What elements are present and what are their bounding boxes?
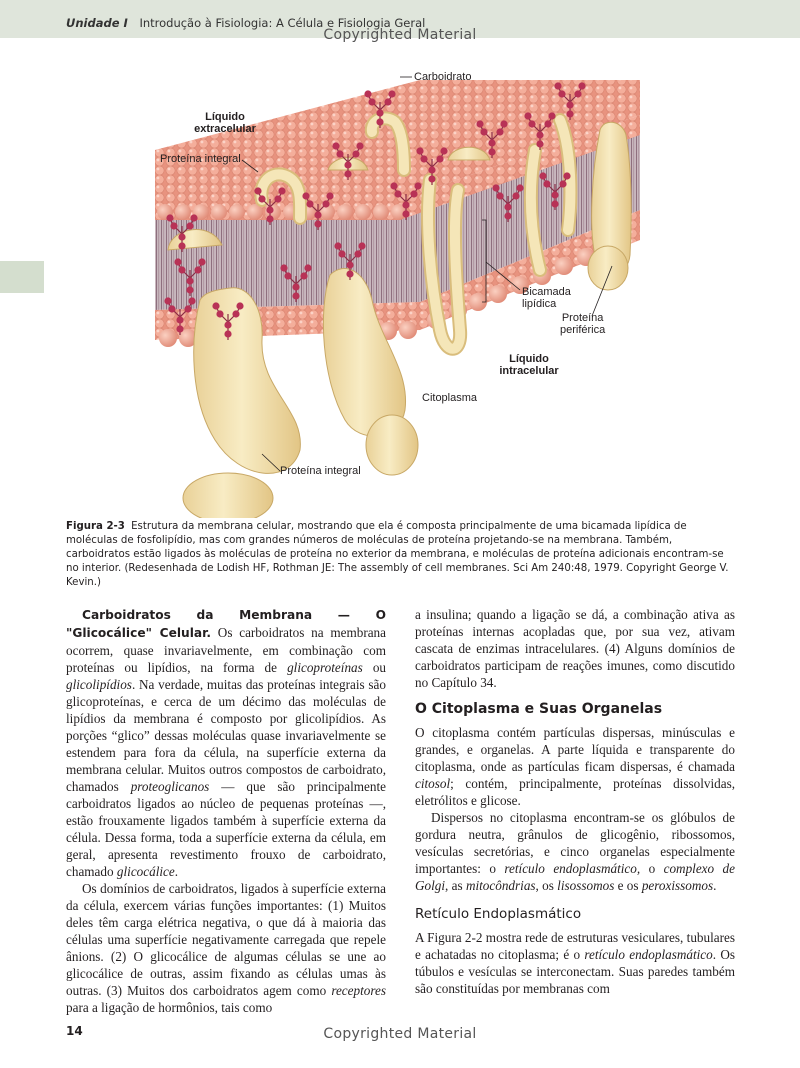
label-liquido-extracelular [190, 111, 260, 135]
label-proteina-periferica [560, 312, 605, 336]
text-run: , os [535, 878, 558, 893]
label-carboidrato: Carboidrato [414, 71, 472, 83]
watermark-top: Copyrighted Material [323, 27, 477, 43]
text-run: o [640, 861, 664, 876]
term-lisossomos: lisossomos [557, 878, 615, 893]
header-unit: Unidade I [66, 16, 128, 30]
label-proteina-periferica-line2: periférica [560, 324, 606, 336]
text-run: para a ligação de hormônios, tais como [66, 1000, 273, 1015]
term-reticulo-endoplasmatico: retículo endoplasmático, [504, 861, 641, 876]
left-column [66, 606, 386, 1016]
term-receptores: receptores [331, 983, 386, 998]
paragraph-continuation: a insulina; quando a ligação se dá, a combinação ativa as proteínas internas acopladas que, por sua vez, ativam cascata de enzimas intracelulares. (4) Alguns domínios de carboidratos participam de reações imunes, como discutido no Capítulo 34. [415, 607, 735, 690]
label-bicamada-lipidica [522, 286, 571, 310]
label-liquido-intracelular [494, 353, 564, 377]
membrane-illustration [0, 40, 800, 518]
term-peroxissomos: peroxissomos [641, 878, 714, 893]
term-citosol: citosol [415, 776, 451, 791]
text-run: — que são principalmente carboidratos ligados ao núcleo de pequenas proteínas —, estão frouxamente ligados também à superfície externa da célula. Dessa forma, toda a superfície externa da célula, em geral, apresenta revestimento frouxo de carboidrato, chamado [66, 779, 387, 879]
label-bicamada-line2: lipídica [522, 298, 557, 310]
text-run: A Figura 2-2 mostra rede de estruturas vesiculares, tubulares e achatadas no citoplasma; é o [415, 930, 735, 962]
term-glicoproteinas: glicoproteínas [287, 660, 363, 675]
term-glicolipidios: glicolipídios [66, 677, 132, 692]
term-proteoglicanos: proteoglicanos [130, 779, 210, 794]
text-run: Os carboidratos na membrana ocorrem, quase invariavelmente, em combinação com proteínas ou lipídios, na forma de [66, 625, 387, 675]
label-liquido-extracelular-line1: Líquido [205, 111, 245, 123]
text-run: , as [445, 878, 466, 893]
figure-caption-text: Estrutura da membrana celular, mostrando que ela é composta principalmente de uma bicamada lipídica de moléculas de fosfolipídio, mas com grandes números de moléculas de proteína projetando-se na membrana. Também, carboidratos estão ligados às moléculas de proteína no exterior da membrana, e moléculas de proteína adicionais encontram-se no interior. (Redesenhada de Lodish HF, Rothman JE: The assembly of cell membranes. Sci Am 240:48, 1979. Copyright George V. Kevin.) [66, 521, 729, 588]
text-run: O citoplasma contém partículas dispersas, minúsculas e grandes, e organelas. A parte líquida e transparente do citoplasma, onde as partículas ficam dispersas, é chamada [415, 725, 735, 774]
page-number: 14 [66, 1024, 83, 1038]
text-run: ou [362, 660, 386, 675]
text-run: . Na verdade, muitas das proteínas integrais são glicoproteínas, e cerca de um décimo das moléculas de lipídios da membrana é composto por glicolipídios. As porções “glico” dessas moléculas quase invariavelmente se estendem para fora da célula, na superfície externa da membrana celular. Muitos outros compostos de carboidrato, chamados [66, 677, 386, 794]
paragraph-organelas [415, 809, 735, 894]
subsection-heading-reticulo: Retículo Endoplasmático [415, 906, 582, 922]
text-run: . [713, 878, 717, 893]
text-run: . Os túbulos e vesículas se interconectam. Suas paredes também são constituídas por membranas com [415, 947, 736, 996]
membrane-figure [0, 40, 800, 518]
paragraph-reticulo [415, 929, 735, 997]
header-title: Introdução à Fisiologia: A Célula e Fisiologia Geral [139, 16, 426, 30]
label-proteina-integral-top: Proteína integral [160, 153, 241, 165]
right-column [415, 606, 735, 997]
section-heading-citoplasma: O Citoplasma e Suas Organelas [415, 701, 663, 717]
label-liquido-extracelular-line2: extracelular [194, 123, 256, 135]
text-run: . [174, 864, 179, 879]
label-liquido-intracelular-line2: intracelular [499, 365, 559, 377]
paragraph-glicocalice [66, 606, 386, 880]
figure-caption [66, 520, 736, 590]
term-complexo-de-golgi: complexo de Golgi [415, 861, 735, 893]
text-run: Os domínios de carboidratos, ligados à superfície externa da célula, exercem várias funções importantes: (1) Muitos deles têm carga elétrica negativa, o que dá à maioria das células uma superfície negativamente carregada que repele ânions. (2) O glicocálice de algumas células se une ao glicocálice de outras, assim fixando as células umas às outras. (3) Muitos dos carboidratos agem como [66, 881, 386, 998]
text-run: e os [614, 878, 642, 893]
term-glicocalice: glicocálice [116, 864, 175, 879]
label-citoplasma: Citoplasma [422, 392, 478, 404]
text-run: ; contém, principalmente, proteínas dissolvidas, eletrólitos e glicose. [415, 776, 735, 808]
watermark-bottom: Copyrighted Material [323, 1026, 477, 1042]
paragraph-carbohydrate-functions [66, 880, 386, 1016]
label-liquido-intracelular-line1: Líquido [509, 353, 549, 365]
label-proteina-integral-bottom: Proteína integral [280, 465, 361, 477]
label-proteina-periferica-line1: Proteína [561, 312, 604, 324]
paragraph-citoplasma [415, 724, 735, 809]
run-in-heading: Carboidratos da Membrana — O "Glicocálice" Celular. [66, 608, 386, 640]
figure-number: Figura 2-3 [66, 521, 125, 532]
term-reticulo-endoplasmatico: retículo endoplasmático [584, 947, 713, 962]
label-bicamada-line1: Bicamada [522, 286, 571, 298]
term-mitocondrias: mitocôndrias [465, 878, 536, 893]
text-run: Dispersos no citoplasma encontram-se os glóbulos de gordura neutra, grânulos de glicogênio, ribossomos, vesículas secretórias, e cinco organelas especialmente importantes: o [415, 810, 735, 876]
